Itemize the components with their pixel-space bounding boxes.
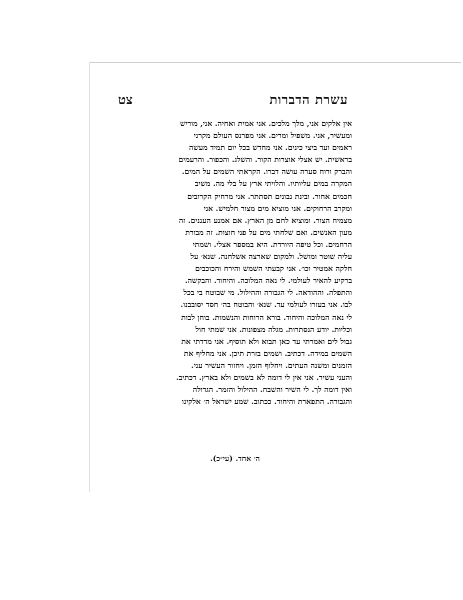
text-line: הרחמים. וכל טיפה היורדת. היא במספר אצלי. ושמתי xyxy=(192,239,352,249)
text-line: ומקרב הרחוקים. אני מוציא מים מצור חלמיש. אני xyxy=(203,203,352,213)
text-line: והעני עשיר. אני אין לי דומה לא בשמים ולא בארץ. דכתיב. xyxy=(176,372,352,382)
text-line: ואין דומה לך. לי השיר והשבח. ההילול והזמר. הגדולה xyxy=(192,385,352,395)
text-line: בראשית. יש אצלי אוצרות הקור. והשלג. והכפור. והרעמים xyxy=(178,155,352,165)
text-line: מעון האנשים. ואם שלחתי מים על פני חוצות. זה מבורת xyxy=(185,227,352,237)
paper-edge-horizontal xyxy=(89,62,461,63)
text-line: לבו. אני בעזרו לעולמי עד. שנא׳ והבוטח בה׳ חסד יסובבנו. xyxy=(180,300,352,310)
text-line: מצמיח הצור. ומוציא לחם מן הארץ. אם אמנע העננים. זה xyxy=(178,215,352,225)
text-line: חלקה אמטיר וכו׳. אני קבעתי השמש והירח והכוכבים xyxy=(195,264,352,274)
text-line: השמים במידה. דכתיב. ושמים בזרת תיכן. אני מחליף את xyxy=(183,348,352,358)
text-line: לי נאה המלוכה והיחוד. בורא הרוחות והנשמות. בוחן לבות xyxy=(181,312,352,322)
body-text xyxy=(118,118,352,408)
text-line: ברקיע להאיר לעולמי. לי נאה המלוכה. והיחוד. והבקשה. xyxy=(184,276,352,286)
text-line: ראמים ועד ביצי כינים. אני מחדש בכל יום תמיד מעשה xyxy=(189,143,352,153)
running-title: עשרת הדברות xyxy=(269,93,348,108)
text-line: והתפלה. וההודאה. לי הגבורה וההילול. מי שבוטח בי בכל xyxy=(183,288,352,298)
text-line: וכליות. יודע הנסתרות. מגלה מצפונות. אני שמתי חול xyxy=(195,324,352,334)
page-header xyxy=(118,92,348,114)
paper-edge-vertical xyxy=(89,62,90,492)
text-line: ומעשיר, אני. משפיל ומרים. אני מפרנס העולם מקרני xyxy=(193,131,352,141)
text-line: הזמנים ומשנה העתים. ויחלוף הזמן. ויחזור העשיר עני. xyxy=(191,360,352,370)
text-line: המקרה במים עליותיו. והלויתי ארץ על בלי מה. משיב xyxy=(194,179,352,189)
text-line: והגבורה. התפארת והיחוד. ככתוב. שמע ישראל ה׳ אלקינו xyxy=(181,397,352,407)
text-line: חכמים אחור. ובינת נבונים תסתתר. אני מרחיק הקרובים xyxy=(187,191,352,201)
text-line: אין אלקים אני, מלך מלכים. אני אמית ואחיה. אני, מוריש xyxy=(180,119,352,128)
closing-line: ה׳ אחד. (עי״כ). xyxy=(210,454,260,463)
text-line: והברק ורוח סערה עושה דברו. הקראתי השמים על המים. xyxy=(181,167,352,177)
text-line: עליה שוטר ומושל. ולמקום שארצה אשלחנה. שנא׳ על xyxy=(190,252,352,262)
text-line: גבול לים ואמרתי עד כאן תבוא ולא תוסיף. אני מדדתי את xyxy=(181,336,352,346)
page-number: צט xyxy=(118,93,133,108)
